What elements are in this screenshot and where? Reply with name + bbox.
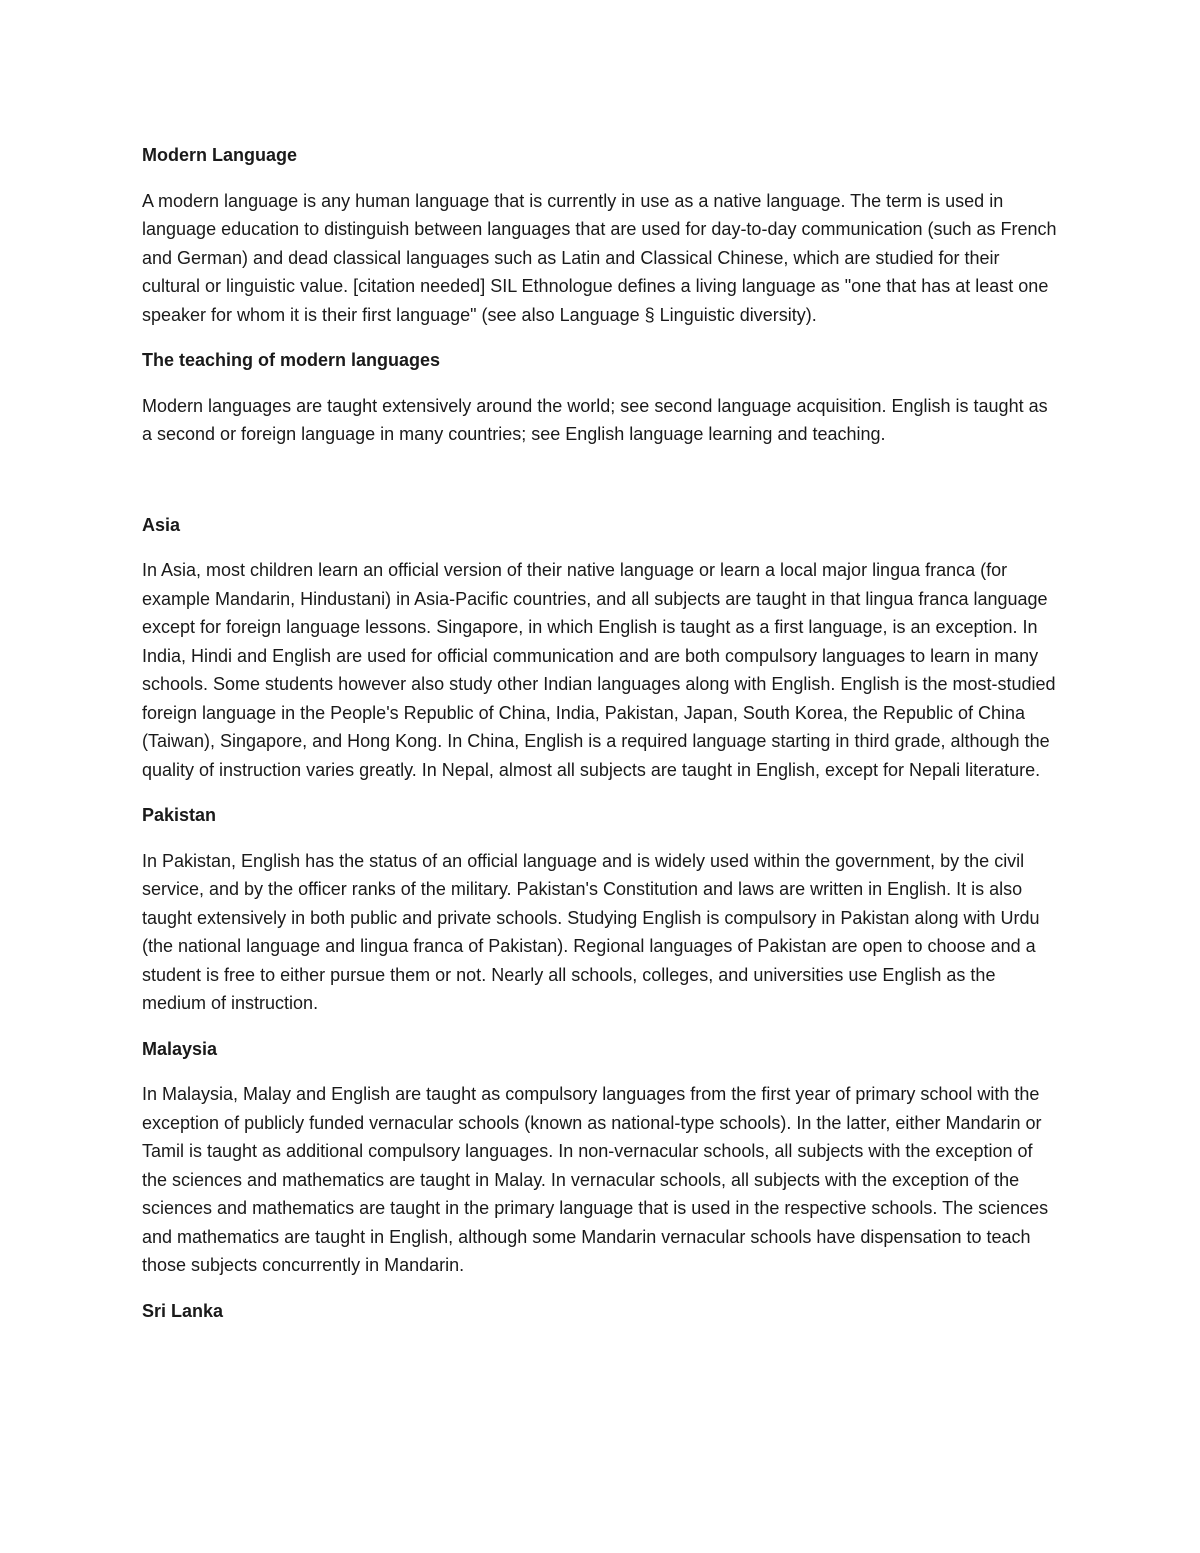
section-heading-teaching: The teaching of modern languages <box>142 350 441 370</box>
document-title: Modern Language <box>142 145 298 165</box>
section-heading-sri-lanka: Sri Lanka <box>142 1300 224 1321</box>
intro-paragraph: A modern language is any human language that is currently in use as a native language. The term is used in language education to distinguish between languages that are used for day-to-day communication (such as French and German) and dead classical languages such as Latin and Classical Chinese, which are studied for their cultural or linguistic value. [citation needed] SIL Ethnologue defines a living language as "one that has at least one speaker for whom it is their first language" (see also Language § Linguistic diversity). <box>142 190 1057 325</box>
section-body-malaysia: In Malaysia, Malay and English are taught as compulsory languages from the first year of primary school with the exception of publicly funded vernacular schools (known as national-type schools). In the latter, either Mandarin or Tamil is taught as additional compulsory languages. In non-vernacular schools, all subjects with the exception of the sciences and mathematics are taught in Malay. In vernacular schools, all subjects with the exception of the sciences and mathematics are taught in the primary language that is used in the respective schools. The sciences and mathematics are taught in English, although some Mandarin vernacular schools have dispensation to teach those subjects concurrently in Mandarin. <box>142 1084 1049 1275</box>
section-heading-malaysia: Malaysia <box>142 1038 218 1059</box>
blank-line <box>142 466 1062 511</box>
section-body-pakistan: In Pakistan, English has the status of an official language and is widely used within the government, by the civil service, and by the officer ranks of the military. Pakistan's Constitution and laws are written in English. It is also taught extensively in both public and private schools. Studying English is compulsory in Pakistan along with Urdu (the national language and lingua franca of Pakistan). Regional languages of Pakistan are open to choose and a student is free to either pursue them or not. Nearly all schools, colleges, and universities use English as the medium of instruction. <box>142 850 1040 1013</box>
document-body <box>142 141 1062 1342</box>
section-heading-pakistan: Pakistan <box>142 805 217 825</box>
section-body-teaching: Modern languages are taught extensively around the world; see second language acquisition. English is taught as a second or foreign language in many countries; see English language learning and teaching. <box>142 395 1048 444</box>
section-heading-asia: Asia <box>142 514 181 535</box>
section-body-asia: In Asia, most children learn an official version of their native language or learn a local major lingua franca (for example Mandarin, Hindustani) in Asia-Pacific countries, and all subjects are taught in that lingua franca language except for foreign language lessons. Singapore, in which English is taught as a first language, is an exception. In India, Hindi and English are used for official communication and are both compulsory languages to learn in many schools. Some students however also study other Indian languages along with English. English is the most-studied foreign language in the People's Republic of China, India, Pakistan, Japan, South Korea, the Republic of China (Taiwan), Singapore, and Hong Kong. In China, English is a required language starting in third grade, although the quality of instruction varies greatly. In Nepal, almost all subjects are taught in English, except for Nepali literature. <box>142 560 1056 780</box>
